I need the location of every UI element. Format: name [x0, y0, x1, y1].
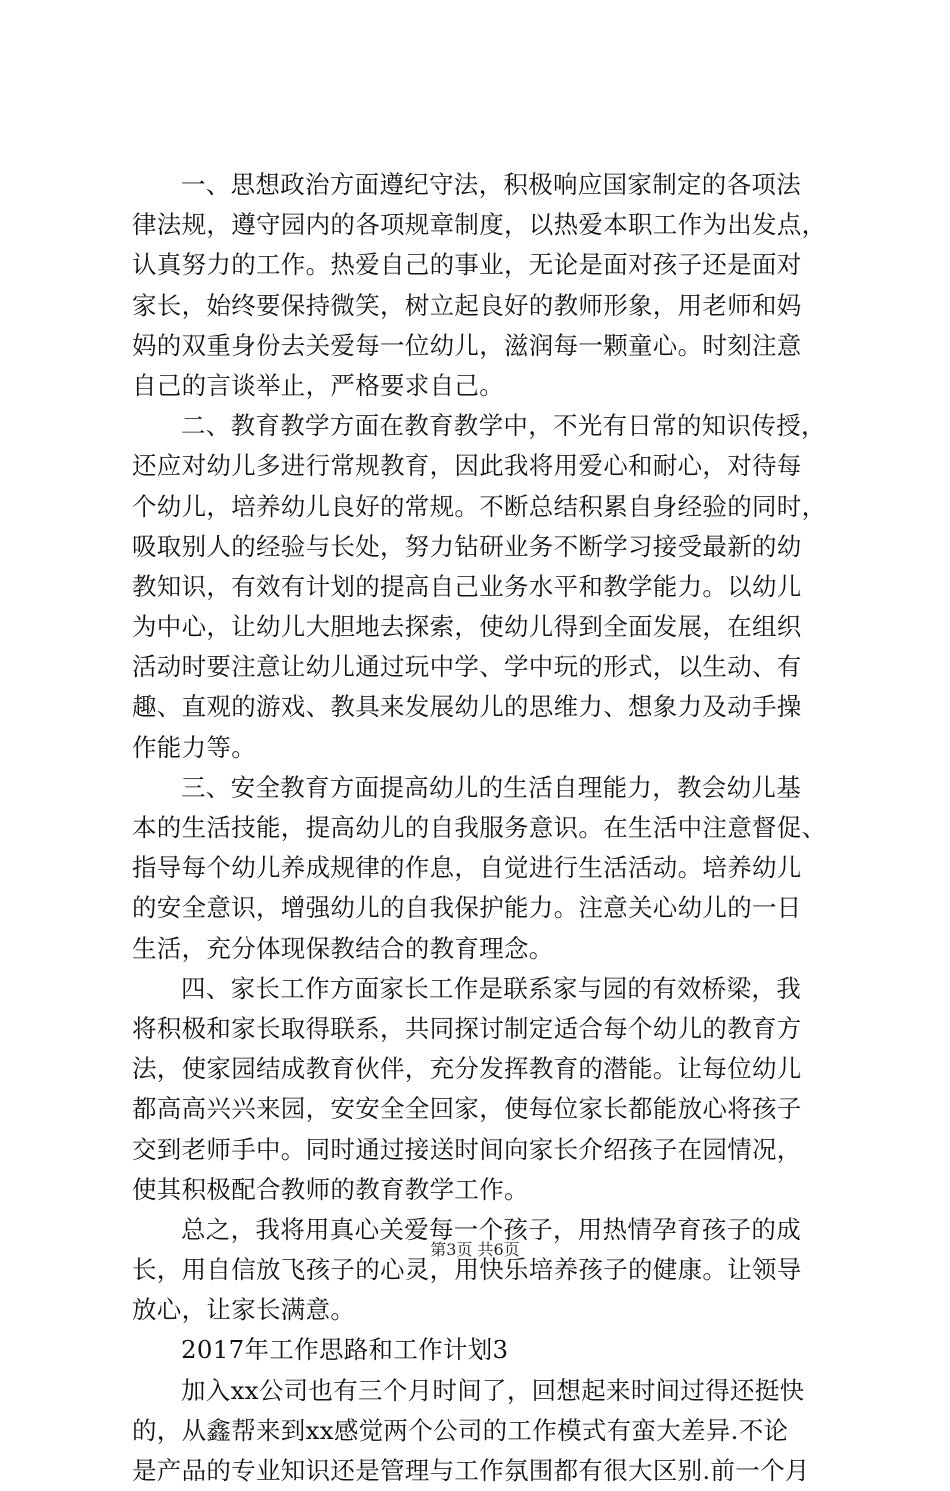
text-line: 长，用自信放飞孩子的心灵，用快乐培养孩子的健康。让领导	[132, 1255, 802, 1285]
text-line: 使其积极配合教师的教育教学工作。	[132, 1174, 529, 1204]
text-line: 交到老师手中。同时通过接送时间向家长介绍孩子在园情况，	[132, 1134, 802, 1164]
text-line: 将积极和家长取得联系，共同探讨制定适合每个幼儿的教育方	[132, 1013, 802, 1043]
text-line: 三、安全教育方面提高幼儿的生活自理能力，教会幼儿基	[181, 772, 801, 802]
text-line: 都高高兴兴来园，安安全全回家，使每位家长都能放心将孩子	[132, 1094, 802, 1124]
text-line: 是产品的专业知识还是管理与工作氛围都有很大区别.前一个月	[132, 1456, 810, 1485]
text-line: 的，从鑫帮来到xx感觉两个公司的工作模式有蛮大差异.不论	[132, 1415, 789, 1445]
text-line: 指导每个幼儿养成规律的作息，自觉进行生活活动。培养幼儿	[132, 853, 802, 883]
text-line: 总之，我将用真心关爱每一个孩子，用热情孕育孩子的成	[181, 1214, 801, 1244]
text-line: 自己的言谈举止，严格要求自己。	[132, 370, 504, 400]
text-line: 教知识，有效有计划的提高自己业务水平和教学能力。以幼儿	[132, 571, 802, 601]
text-line: 法，使家园结成教育伙伴，充分发挥教育的潜能。让每位幼儿	[132, 1054, 802, 1084]
text-line: 二、教育教学方面在教育教学中，不光有日常的知识传授，	[181, 411, 826, 441]
text-line: 放心，让家长满意。	[132, 1295, 356, 1325]
text-line: 还应对幼儿多进行常规教育，因此我将用爱心和耐心，对待每	[132, 451, 802, 481]
text-line: 本的生活技能，提高幼儿的自我服务意识。在生活中注意督促、	[132, 813, 827, 842]
text-line: 四、家长工作方面家长工作是联系家与园的有效桥梁，我	[181, 973, 801, 1003]
text-line: 作能力等。	[132, 732, 256, 762]
text-line: 为中心，让幼儿大胆地去探索，使幼儿得到全面发展，在组织	[132, 612, 802, 642]
text-line: 家长，始终要保持微笑，树立起良好的教师形象，用老师和妈	[132, 290, 802, 320]
text-line: 认真努力的工作。热爱自己的事业，无论是面对孩子还是面对	[132, 250, 802, 280]
text-line: 一、思想政治方面遵纪守法，积极响应国家制定的各项法	[181, 170, 801, 199]
text-line: 妈的双重身份去关爱每一位幼儿，滋润每一颗童心。时刻注意	[132, 330, 802, 360]
document-body	[132, 165, 827, 1491]
text-line: 个幼儿，培养幼儿良好的常规。不断总结积累自身经验的同时，	[132, 491, 827, 521]
text-line: 生活，充分体现保教结合的教育理念。	[132, 933, 554, 963]
text-line: 律法规，遵守园内的各项规章制度，以热爱本职工作为出发点，	[132, 210, 827, 240]
page-footer: 第3页 共6页	[430, 1240, 520, 1259]
text-line: 加入xx公司也有三个月时间了，回想起来时间过得还挺快	[181, 1375, 805, 1405]
text-line: 活动时要注意让幼儿通过玩中学、学中玩的形式，以生动、有	[132, 652, 802, 682]
text-line: 趣、直观的游戏、教具来发展幼儿的思维力、想象力及动手操	[132, 692, 802, 722]
text-line: 2017年工作思路和工作计划3	[181, 1335, 509, 1365]
text-line: 吸取别人的经验与长处，努力钻研业务不断学习接受最新的幼	[132, 531, 802, 561]
text-line: 的安全意识，增强幼儿的自我保护能力。注意关心幼儿的一日	[132, 893, 802, 923]
